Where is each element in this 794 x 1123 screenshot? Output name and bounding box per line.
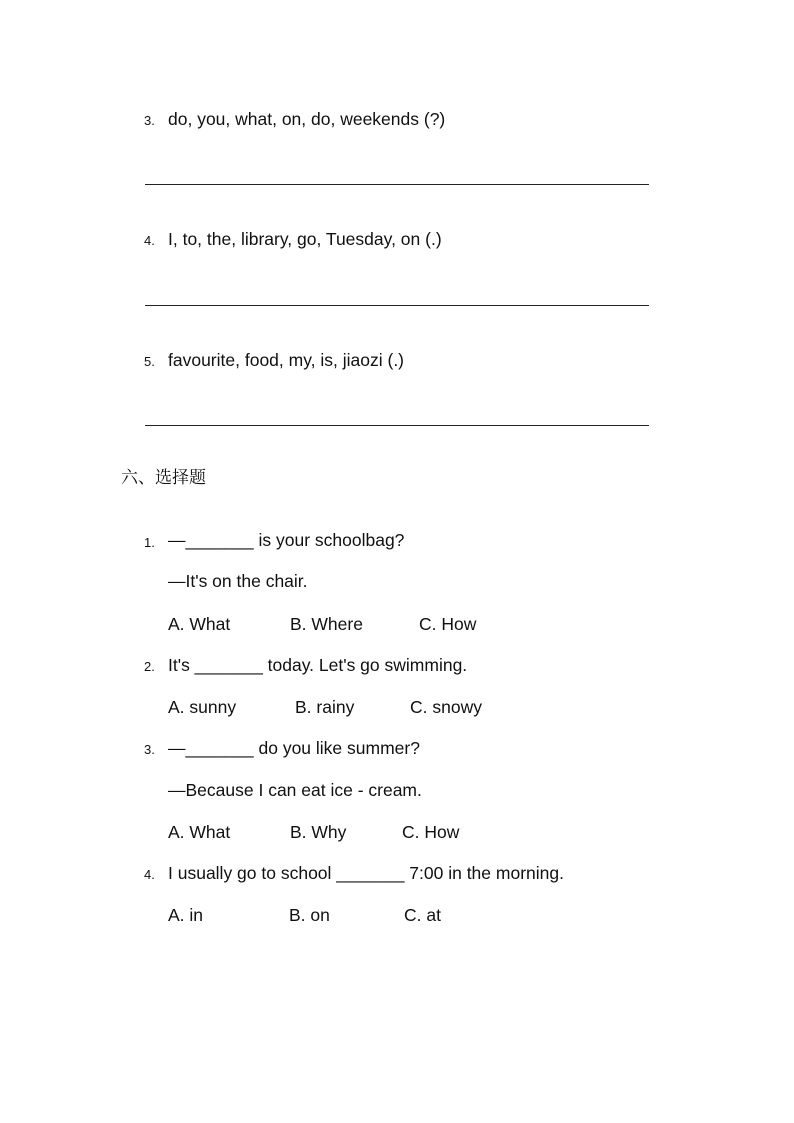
question-text: —_______ do you like summer? [168, 738, 420, 758]
option-b[interactable]: B. Why [290, 822, 347, 842]
answer-line[interactable] [145, 425, 649, 426]
option-c[interactable]: C. How [419, 614, 477, 634]
option-b[interactable]: B. Where [290, 614, 363, 634]
option-b[interactable]: B. on [289, 905, 330, 925]
answer-line[interactable] [145, 184, 649, 185]
question-answer-line: —Because I can eat ice - cream. [168, 780, 422, 800]
option-a[interactable]: A. sunny [168, 697, 237, 717]
option-a[interactable]: A. What [168, 614, 231, 634]
option-a[interactable]: A. What [168, 822, 231, 842]
reorder-item-words: do, you, what, on, do, weekends (?) [168, 109, 446, 129]
question-number: 2. [144, 659, 155, 674]
reorder-item-words: favourite, food, my, is, jiaozi (.) [168, 350, 405, 370]
option-b[interactable]: B. rainy [295, 697, 355, 717]
option-c[interactable]: C. at [404, 905, 441, 925]
answer-line[interactable] [145, 305, 649, 306]
question-number: 3. [144, 742, 155, 757]
question-answer-line: —It's on the chair. [168, 571, 308, 591]
question-text: —_______ is your schoolbag? [168, 530, 405, 550]
reorder-item-number: 4. [144, 233, 155, 248]
question-text: I usually go to school _______ 7:00 in the morning. [168, 863, 564, 883]
section-title: 六、选择题 [121, 468, 206, 488]
option-c[interactable]: C. How [402, 822, 460, 842]
reorder-item-words: I, to, the, library, go, Tuesday, on (.) [168, 229, 442, 249]
question-number: 1. [144, 535, 155, 550]
option-c[interactable]: C. snowy [410, 697, 482, 717]
question-number: 4. [144, 867, 155, 882]
reorder-item-number: 3. [144, 113, 155, 128]
reorder-item-number: 5. [144, 354, 155, 369]
question-text: It's _______ today. Let's go swimming. [168, 655, 468, 675]
option-a[interactable]: A. in [168, 905, 204, 925]
